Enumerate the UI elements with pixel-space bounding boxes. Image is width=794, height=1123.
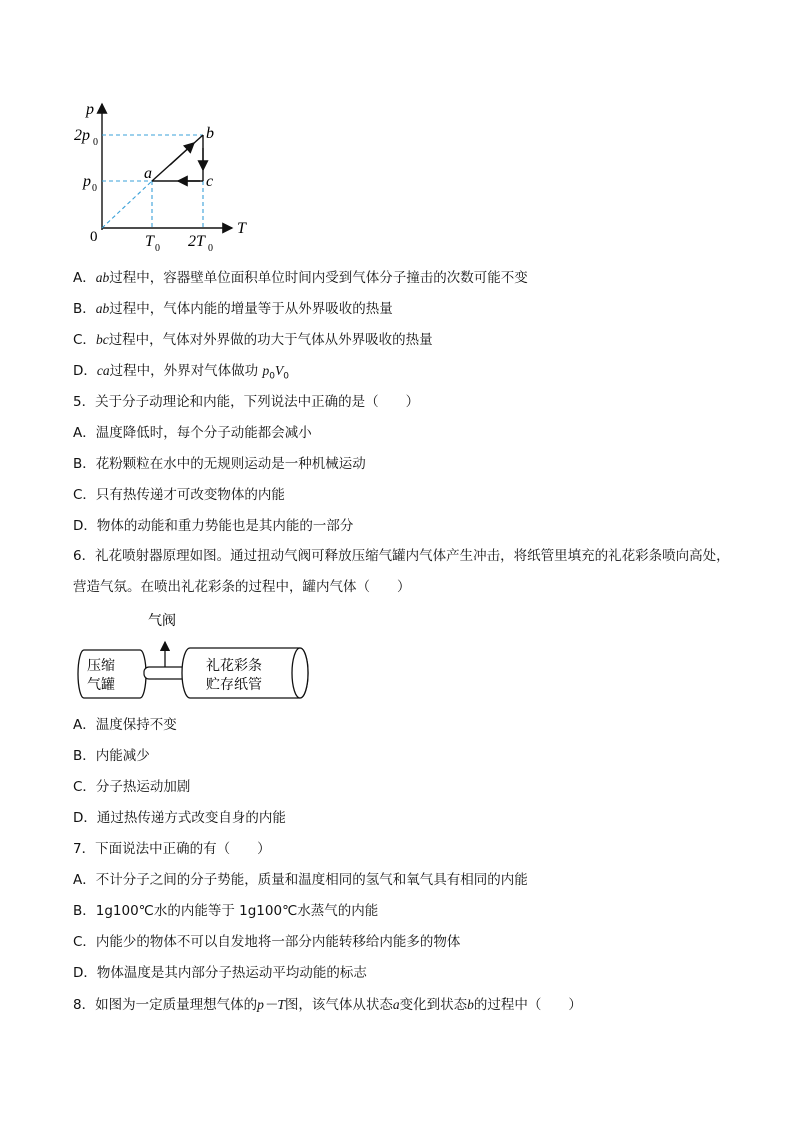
q6-option-b: B．内能减少 — [73, 748, 150, 764]
q4-option-a: A．ab过程中，容器壁单位面积单位时间内受到气体分子撞击的次数可能不变 — [73, 270, 528, 286]
label-p-axis: p — [86, 101, 94, 118]
label-point-a: a — [144, 165, 152, 182]
q6-option-a: A．温度保持不变 — [73, 717, 177, 733]
label-T0: T — [145, 233, 154, 250]
label-p0-sub: 0 — [92, 183, 97, 194]
q4-option-b: B．ab过程中，气体内能的增量等于从外界吸收的热量 — [73, 301, 393, 317]
label-point-b: b — [206, 125, 214, 142]
q4-option-c: C．bc过程中，气体对外界做的功大于气体从外界吸收的热量 — [73, 332, 433, 348]
q4-option-d: D．ca过程中，外界对气体做功 $p_0V_0$ — [73, 363, 289, 382]
q5-option-c: C．只有热传递才可改变物体的内能 — [73, 487, 285, 503]
q7-stem: 7．下面说法中正确的有（ ） — [73, 841, 271, 857]
label-tube-1: 礼花彩条 — [206, 658, 262, 674]
q7-option-a: A．不计分子之间的分子势能，质量和温度相同的氢气和氧气具有相同的内能 — [73, 872, 528, 888]
label-T0-sub: 0 — [155, 243, 160, 254]
label-2p0: 2p — [74, 127, 90, 144]
arrow-ab — [170, 143, 194, 165]
q7-option-c: C．内能少的物体不可以自发地将一部分内能转移给内能多的物体 — [73, 934, 461, 950]
label-point-c: c — [206, 173, 214, 190]
label-tank-2: 气罐 — [87, 677, 115, 693]
q6-stem: 6．礼花喷射器原理如图。通过扭动气阀可释放压缩气罐内气体产生冲击，将纸管里填充的礼花彩条喷向高处，营造气氛。在喷出礼花彩条的过程中，罐内气体（ ） — [73, 548, 730, 595]
label-tube-2: 贮存纸管 — [206, 677, 262, 693]
label-2p0-sub: 0 — [93, 137, 98, 148]
label-T-axis: T — [237, 220, 246, 237]
sprayer-diagram — [72, 608, 314, 704]
q8-stem: 8．如图为一定质量理想气体的p－T图，该气体从状态a变化到状态b的过程中（ ） — [73, 997, 582, 1013]
label-2T0-sub: 0 — [208, 243, 213, 254]
label-origin: 0 — [90, 229, 98, 245]
q5-option-d: D．物体的动能和重力势能也是其内能的一部分 — [73, 518, 354, 534]
label-2T0: 2T — [188, 233, 205, 250]
paper-tube-end — [292, 648, 308, 698]
label-valve: 气阀 — [148, 613, 176, 629]
q5-option-a: A．温度降低时，每个分子动能都会减小 — [73, 425, 312, 441]
q7-option-b: B．1g100℃水的内能等于 1g100℃水蒸气的内能 — [73, 903, 379, 919]
p-T-graph — [70, 98, 260, 258]
label-tank-1: 压缩 — [87, 658, 115, 674]
q7-option-d: D．物体温度是其内部分子热运动平均动能的标志 — [73, 965, 367, 981]
label-p0: p — [83, 173, 91, 190]
dashed-origin-a — [102, 181, 152, 228]
q5-stem: 5．关于分子动理论和内能，下列说法中正确的是（ ） — [73, 394, 420, 410]
q5-option-b: B．花粉颗粒在水中的无规则运动是一种机械运动 — [73, 456, 366, 472]
q6-option-d: D．通过热传递方式改变自身的内能 — [73, 810, 286, 826]
q6-option-c: C．分子热运动加剧 — [73, 779, 191, 795]
